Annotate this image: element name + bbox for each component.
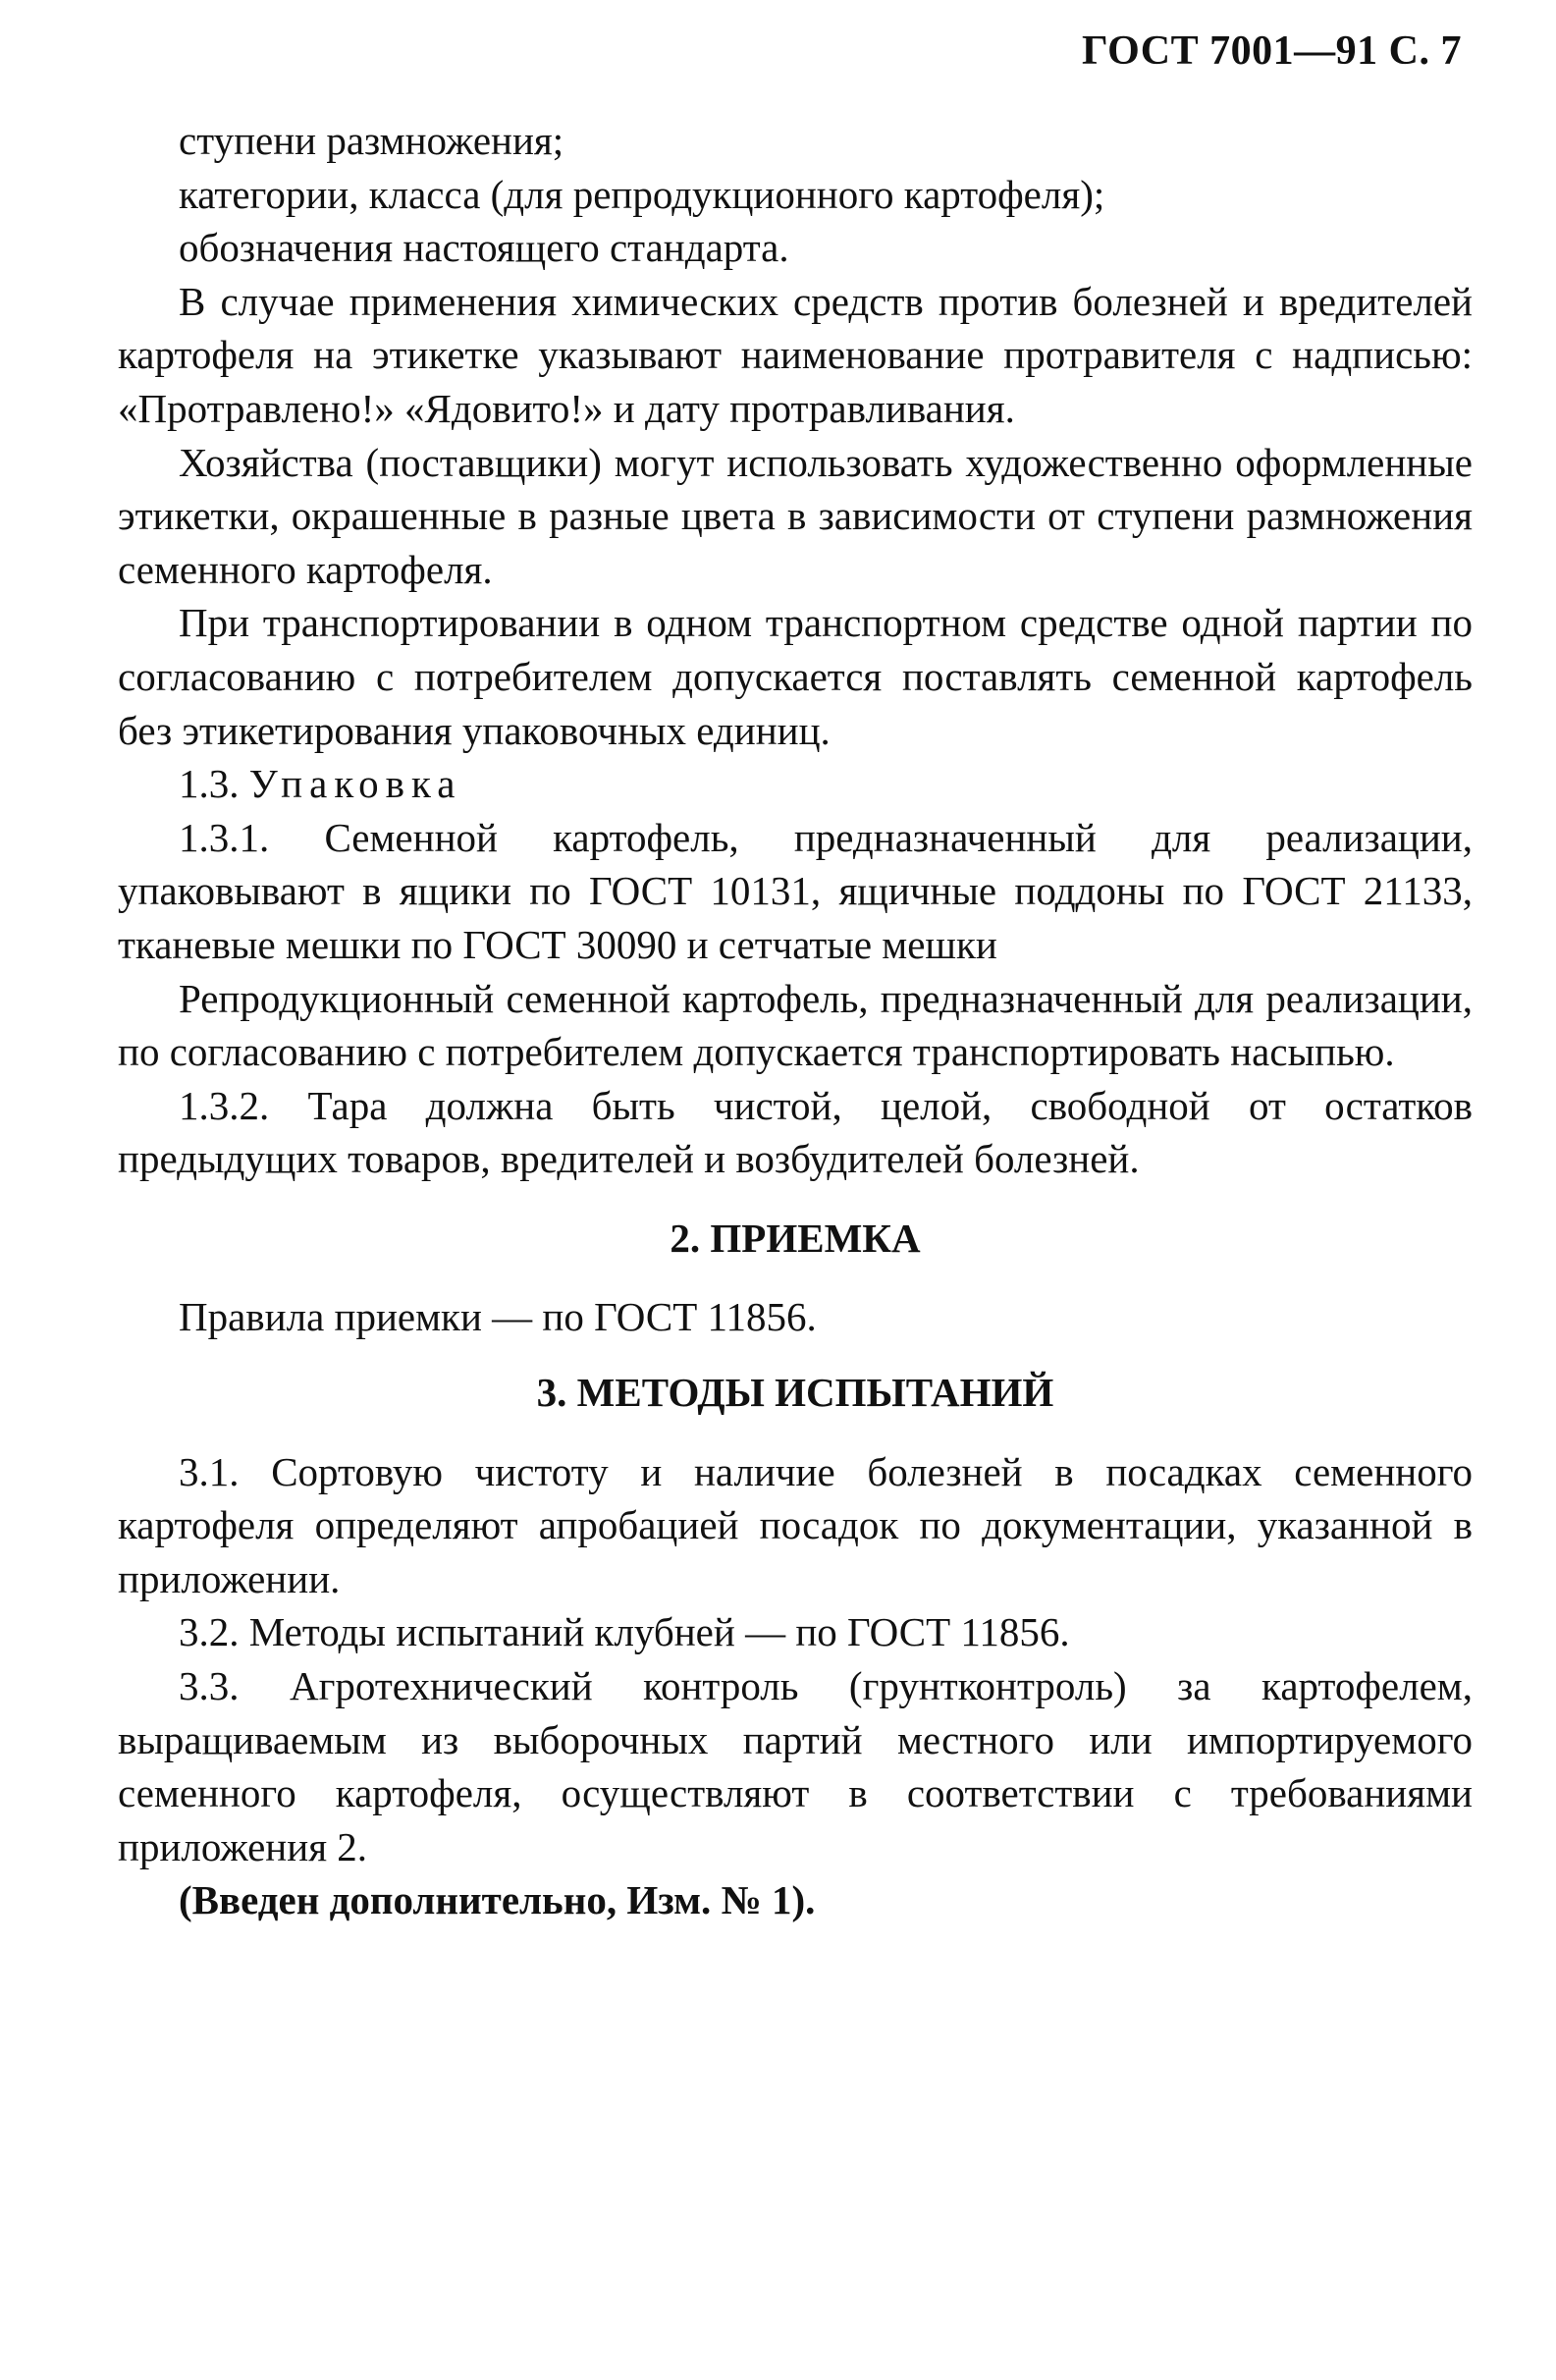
paragraph-3-1: 3.1. Сортовую чистоту и наличие болезней в посадках семенного картофеля определяют апробацией посадок по документации, указанной в приложении.: [118, 1448, 1473, 1601]
section-1-3-heading: [118, 757, 1473, 811]
paragraph-acceptance-rules: Правила приемки — по ГОСТ 11856.: [179, 1294, 817, 1340]
paragraph-3-3: 3.3. Агротехнический контроль (грунтконтроль) за картофелем, выращиваемым из выборочных партий местного или импортируемого семенного картофеля, осуществляют в соответствии с требованиями приложения 2.: [118, 1663, 1473, 1869]
section-1-3-title: Упаковка: [248, 761, 462, 807]
list-item-propagation-stage: ступени размножения;: [179, 118, 564, 163]
section-1-3-number: 1.3.: [179, 761, 240, 807]
section-3-title: 3. МЕТОДЫ ИСПЫТАНИЙ: [536, 1370, 1054, 1416]
page-header: ГОСТ 7001—91 С. 7: [1081, 28, 1462, 74]
paragraph-chemical-treatment: В случае применения химических средств против болезней и вредителей картофеля на этикетке указывают наименование протравителя с надписью: «Протравлено!» «Ядовито!» и дату протравливания.: [118, 278, 1473, 431]
list-item-category-class: категории, класса (для репродукционного картофеля);: [179, 171, 1105, 217]
paragraph-1-3-1: 1.3.1. Семенной картофель, предназначенный для реализации, упаковывают в ящики по ГОСТ 10131, ящичные поддоны по ГОСТ 21133, тканевые мешки по ГОСТ 30090 и сетчатые мешки: [118, 814, 1473, 967]
section-2-title: 2. ПРИЕМКА: [670, 1215, 921, 1261]
amendment-note: (Введен дополнительно, Изм. № 1).: [179, 1877, 816, 1923]
paragraph-1-3-2: 1.3.2. Тара должна быть чистой, целой, свободной от остатков предыдущих товаров, вредителей и возбудителей болезней.: [118, 1082, 1473, 1182]
paragraph-transport-without-labels: При транспортировании в одном транспортном средстве одной партии по согласованию с потребителем допускается поставлять семенной картофель без этикетирования упаковочных единиц.: [118, 600, 1473, 753]
list-item-standard-designation: обозначения настоящего стандарта.: [179, 225, 789, 271]
paragraph-bulk-transport: Репродукционный семенной картофель, предназначенный для реализации, по согласованию с потребителем допускается транспортировать насыпью.: [118, 975, 1473, 1075]
body-text: [118, 114, 1473, 1927]
paragraph-3-2: 3.2. Методы испытаний клубней — по ГОСТ 11856.: [179, 1609, 1070, 1655]
paragraph-decorated-labels: Хозяйства (поставщики) могут использовать художественно оформленные этикетки, окрашенные в разные цвета в зависимости от ступени размножения семенного картофеля.: [118, 439, 1473, 592]
